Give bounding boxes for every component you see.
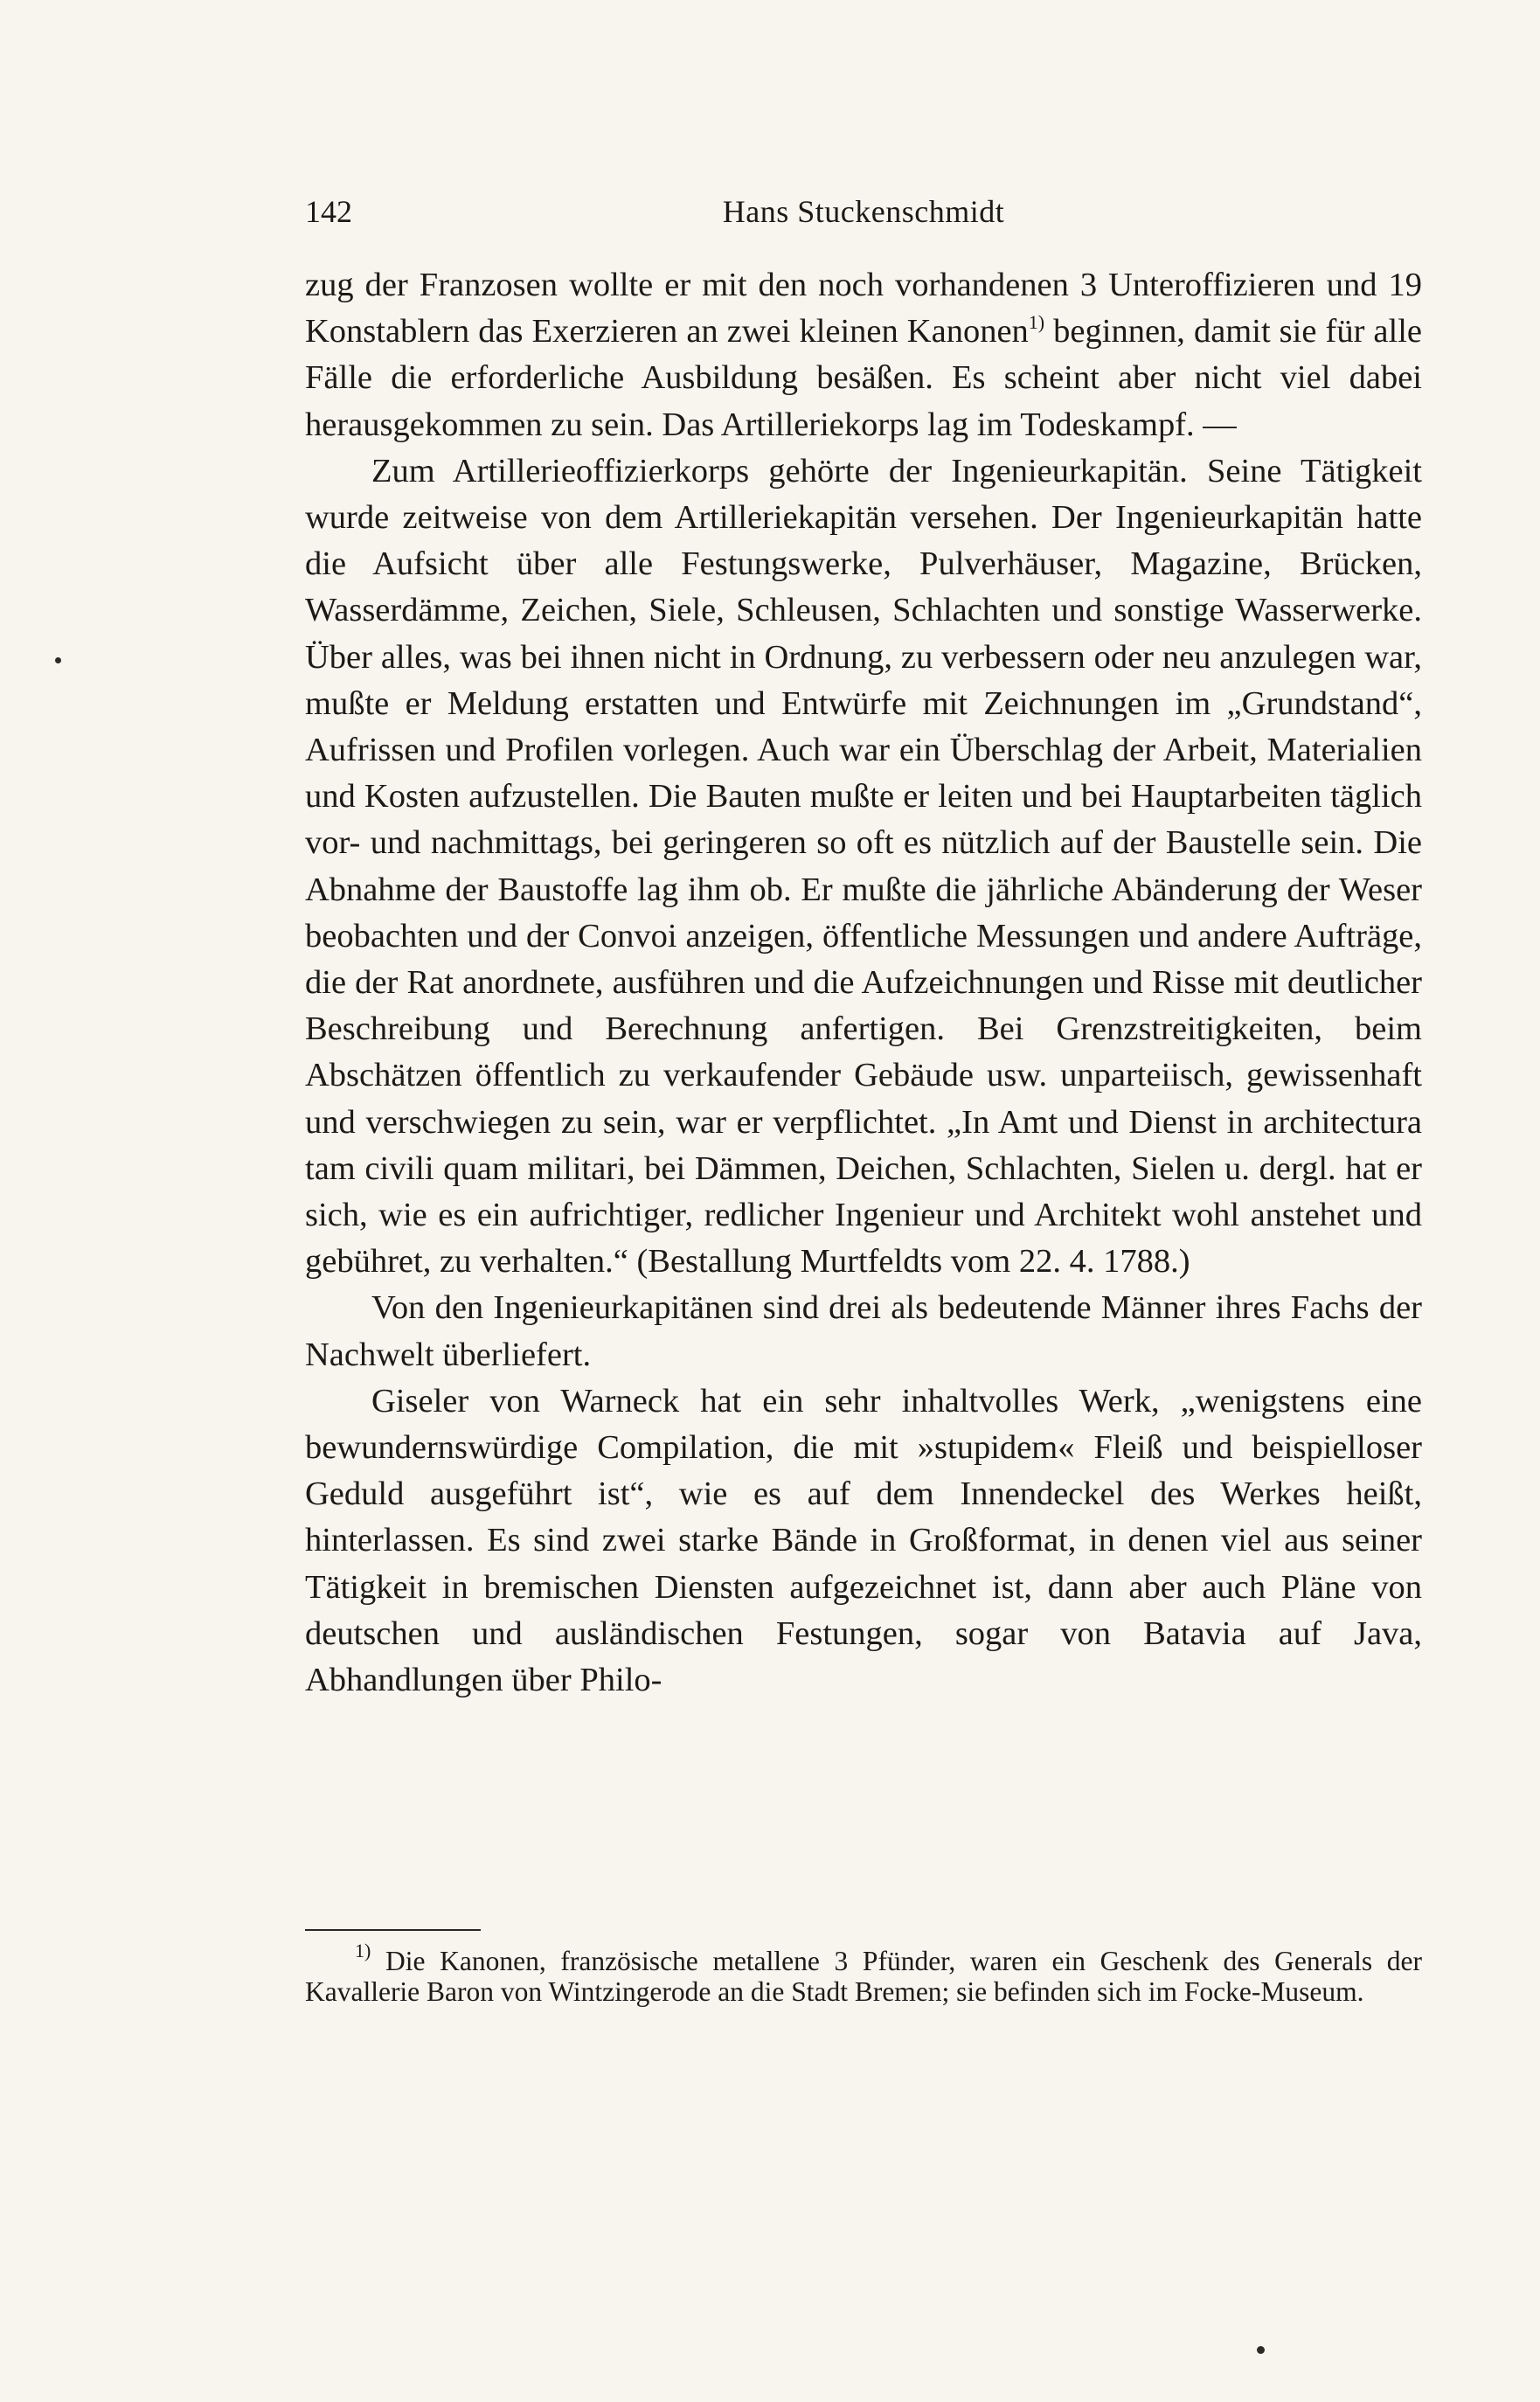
body-text [305, 262, 1422, 1704]
paragraph-1-text-start: zug der Franzosen wollte er mit den noch vorhandenen 3 Unteroffizieren und 19 Konstablern das Exerzieren an zwei kleinen Kanonen [305, 267, 1422, 351]
footnote-reference: 1) [1028, 311, 1045, 334]
page-header [305, 189, 1422, 234]
running-head: Hans Stuckenschmidt [722, 194, 1005, 229]
page-number: 142 [305, 194, 352, 229]
scan-speck-left [55, 657, 61, 663]
paragraph-1-text-end: beginnen, damit sie für alle Fälle die erforderliche Ausbildung besäßen. Es scheint aber nicht viel dabei herausgekommen zu sein. Das Artilleriekorps lag im Todeskampf. — [305, 313, 1422, 443]
footnote-divider [305, 1929, 481, 1931]
paragraph-2: Zum Artillerieoffizierkorps gehörte der Ingenieurkapitän. Seine Tätigkeit wurde zeitweise von dem Artilleriekapitän versehen. Der Ingenieurkapitän hatte die Aufsicht über alle Festungswerke, Pulverhäuser, Magazine, Brücken, Wasserdämme, Zeichen, Siele, Schleusen, Schlachten und sonstige Wasserwerke. Über alles, was bei ihnen nicht in Ordnung, zu verbessern oder neu anzulegen war, mußte er Meldung erstatten und Entwürfe mit Zeichnungen im „Grundstand“, Aufrissen und Profilen vorlegen. Auch war ein Überschlag der Arbeit, Materialien und Kosten aufzustellen. Die Bauten mußte er leiten und bei Hauptarbeiten täglich vor- und nachmittags, bei geringeren so oft es nützlich auf der Baustelle sein. Die Abnahme der Baustoffe lag ihm ob. Er mußte die jährliche Abänderung der Weser beobachten und der Convoi anzeigen, öffentliche Messungen und andere Aufträge, die der Rat anordnete, ausführen und die Aufzeichnungen und Risse mit deutlicher Beschreibung und Berechnung anfertigen. Bei Grenzstreitigkeiten, beim Abschätzen öffentlich zu verkaufender Gebäude usw. unparteiisch, gewissenhaft und verschwiegen zu sein, war er verpflichtet. „In Amt und Dienst in architectura tam civili quam militari, bei Dämmen, Deichen, Schlachten, Sielen u. dergl. hat er sich, wie es ein aufrichtiger, redlicher Ingenieur und Architekt wohl anstehet und gebühret, zu verhalten.“ (Bestallung Murtfeldts vom 22. 4. 1788.) [305, 452, 1422, 1281]
paragraph-3: Von den Ingenieurkapitänen sind drei als bedeutende Männer ihres Fachs der Nachwelt überliefert. [305, 1289, 1422, 1373]
footnote-body: Die Kanonen, französische metallene 3 Pfünder, waren ein Geschenk des Generals der Kavallerie Baron von Wintzingerode an die Stadt Bremen; sie befinden sich im Focke-Museum. [305, 1946, 1422, 2007]
footnote [305, 1940, 1422, 2007]
paragraph-4: Giseler von Warneck hat ein sehr inhaltvolles Werk, „wenigstens eine bewundernswürdige Compilation, die mit »stupidem« Fleiß und beispielloser Geduld ausgeführt ist“, wie es auf dem Innendeckel des Werkes heißt, hinterlassen. Es sind zwei starke Bände in Großformat, in denen viel aus seiner Tätigkeit in bremischen Diensten aufgezeichnet ist, dann aber auch Pläne von deutschen und ausländischen Festungen, sogar von Batavia auf Java, Abhandlungen über Philo- [305, 1382, 1422, 1699]
scan-speck-bottom [1257, 2346, 1265, 2354]
footnote-text [305, 1940, 1422, 2007]
footnote-marker: 1) [355, 1940, 371, 1961]
paragraph-1 [305, 262, 1422, 448]
